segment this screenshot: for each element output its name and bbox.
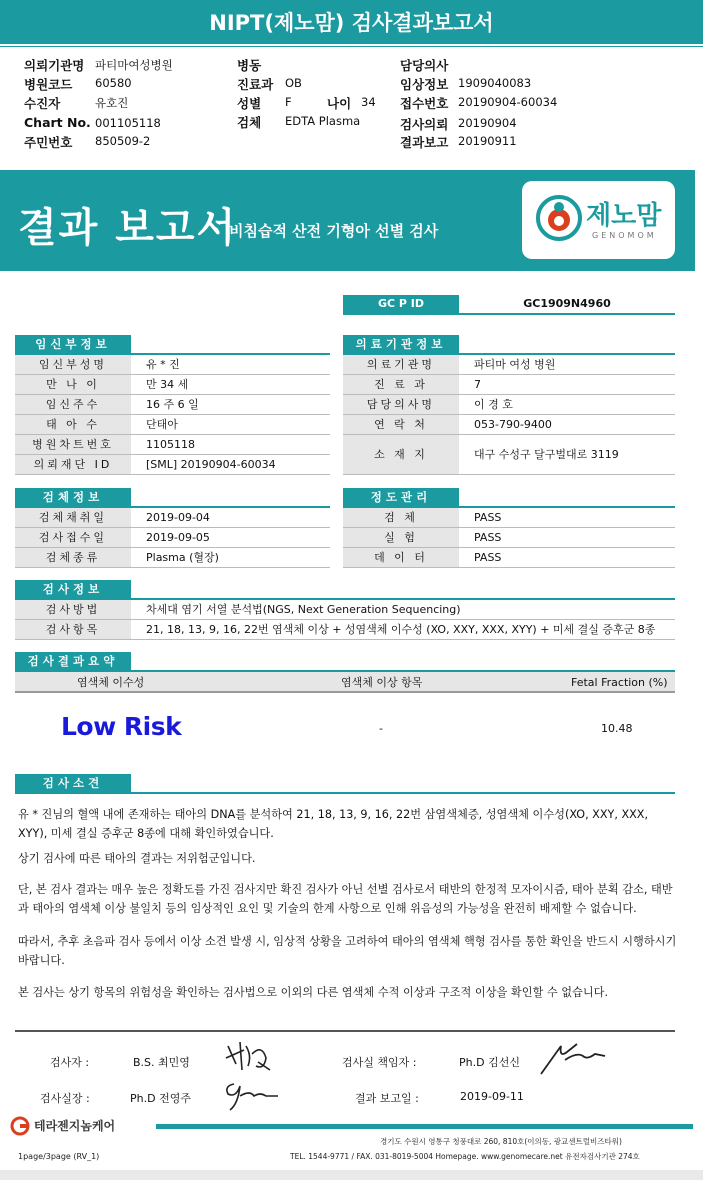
table-row	[343, 508, 675, 528]
row-value: 차세대 염기 서열 분석법(NGS, Next Generation Sequencing)	[146, 603, 461, 616]
row-label: 검사접수일	[15, 528, 131, 547]
footer-page: 1page/3page (RV_1)	[18, 1152, 100, 1161]
footer-contact: TEL. 1544-9771 / FAX. 031-8019-5004 Homepage. www.genomecare.net 유전자검사기관 274호	[290, 1152, 640, 1161]
table-row	[15, 375, 330, 395]
findings-para-1: 유 * 진님의 혈액 내에 존재하는 태아의 DNA를 분석하여 21, 18, 13, 9, 16, 22번 삼염색체증, 성염색체 이수성(XO, XXY, XXX, XYY), 미세 결실 증후군 8종에 대해 확인하였습니다.	[18, 808, 649, 840]
table-row	[15, 620, 675, 640]
header-value: EDTA Plasma	[285, 114, 361, 128]
header-value: 850509-2	[95, 134, 151, 148]
row-value: [SML] 20190904-60034	[146, 458, 276, 471]
footer-address: 경기도 수원시 영통구 청풍대로 260, 810호(이의동, 광교센트럴비즈타워)	[380, 1137, 622, 1146]
specimen-heading: 검체정보	[15, 488, 131, 506]
summary-col-abnormal: 염색체 이상 항목	[341, 676, 423, 689]
lab-head-name: Ph.D 전영주	[130, 1092, 191, 1105]
row-label: 임신부성명	[15, 355, 131, 374]
header-label: 병동	[237, 58, 262, 73]
qc-rows	[343, 508, 675, 568]
row-value: Plasma (혈장)	[146, 551, 219, 564]
table-row	[343, 415, 675, 435]
report-date-label: 결과 보고일 :	[355, 1092, 419, 1105]
logo-subtext: GENOMOM	[592, 231, 657, 240]
patient-section	[15, 335, 330, 475]
findings-para-2: 상기 검사에 따른 태아의 결과는 저위험군입니다.	[18, 852, 256, 865]
patient-heading: 임신부정보	[15, 335, 131, 353]
institution-heading: 의료기관정보	[343, 335, 459, 353]
header-value: 20190911	[458, 134, 517, 148]
footer-teal-line	[156, 1124, 693, 1129]
logo-text: 제노맘	[586, 201, 662, 231]
company-logo-icon	[10, 1116, 30, 1136]
findings-para-5: 본 검사는 상기 항목의 위험성을 확인하는 검사법으로 이외의 다른 염색체 수적 이상과 구조적 이상을 확인할 수 없습니다.	[18, 986, 609, 999]
risk-result: Low Risk	[61, 712, 182, 741]
summary-section	[15, 652, 675, 741]
report-date: 2019-09-11	[460, 1090, 524, 1103]
row-label: 만 나 이	[15, 375, 131, 394]
gcpid-row	[343, 295, 675, 315]
test-section	[15, 580, 675, 640]
header-label: 주민번호	[24, 135, 73, 150]
row-label: 태 아 수	[15, 415, 131, 434]
institution-rows	[343, 355, 675, 475]
table-row	[15, 395, 330, 415]
table-row	[15, 508, 330, 528]
header-label: 결과보고	[400, 135, 449, 150]
report-title: NIPT(제노맘) 검사결과보고서	[0, 0, 703, 46]
table-row	[15, 600, 675, 620]
test-heading: 검사정보	[15, 580, 131, 598]
bottom-gray-bar	[0, 1170, 703, 1180]
header-label: 의뢰기관명	[24, 58, 85, 73]
specimen-section	[15, 488, 330, 568]
summary-col-aneuploidy: 염색체 이수성	[77, 676, 145, 689]
patient-rows	[15, 355, 330, 475]
row-label: 병원차트번호	[15, 435, 131, 454]
signature-divider	[15, 1030, 675, 1032]
table-row	[343, 548, 675, 568]
summary-heading: 검사결과요약	[15, 652, 131, 670]
table-row	[343, 528, 675, 548]
header-label: 담당의사	[400, 58, 449, 73]
findings-heading-line	[15, 792, 675, 794]
company-name: 테라젠지놈케어	[34, 1119, 116, 1133]
row-label: 검사항목	[15, 620, 131, 639]
row-label: 의료기관명	[343, 355, 459, 374]
header-value: 유호진	[95, 96, 129, 110]
chief-name: Ph.D 김선신	[459, 1056, 520, 1069]
tester-signature	[222, 1036, 274, 1076]
header-label: 수진자	[24, 96, 61, 111]
header-info	[0, 54, 703, 154]
header-value: 파티마여성병원	[95, 58, 173, 72]
row-value: 파티마 여성 병원	[474, 358, 556, 371]
table-row	[15, 435, 330, 455]
summary-col-fetal-fraction: Fetal Fraction (%)	[571, 676, 668, 689]
table-row	[343, 435, 675, 475]
fetal-fraction-value: 10.48	[601, 722, 633, 735]
qc-section	[343, 488, 675, 568]
header-label: 검사의뢰	[400, 117, 449, 132]
header-label: 성별	[237, 96, 262, 111]
header-value: 1909040083	[458, 76, 532, 90]
row-value: 만 34 세	[146, 378, 189, 391]
row-label: 연 락 처	[343, 415, 459, 434]
gcpid-value: GC1909N4960	[523, 297, 611, 310]
table-row	[15, 548, 330, 568]
row-value: PASS	[474, 511, 502, 524]
table-row	[15, 528, 330, 548]
row-value: 1105118	[146, 438, 195, 451]
table-row	[343, 395, 675, 415]
header-value: OB	[285, 76, 302, 90]
chief-label: 검사실 책임자 :	[342, 1056, 417, 1069]
row-label: 데 이 터	[343, 548, 459, 567]
findings-para-3: 단, 본 검사 결과는 매우 높은 정확도를 가진 검사지만 확진 검사가 아닌 선별 검사로서 태반의 한정적 모자이시즘, 태아 분획 감소, 태반과 태아의 염색체 이상 불일치 등의 임상적인 요인 및 기술의 한계 사항으로 인해 위음성의 가능성을 완전히 배제할 수 없습니다.	[18, 883, 673, 915]
header-value: F	[285, 95, 292, 109]
row-value: 16 주 6 일	[146, 398, 199, 411]
row-label: 검체종류	[15, 548, 131, 567]
row-value: 2019-09-05	[146, 531, 210, 544]
row-label: 소 재 지	[343, 435, 459, 474]
header-label: 임상정보	[400, 77, 449, 92]
qc-heading: 정도관리	[343, 488, 459, 506]
header-label: 병원코드	[24, 77, 73, 92]
genomom-logo-mark-icon	[536, 195, 582, 241]
banner-title: 결과 보고서	[18, 205, 238, 251]
header-value: 20190904	[458, 116, 517, 130]
table-row	[343, 355, 675, 375]
row-value: 2019-09-04	[146, 511, 210, 524]
abnormal-result: -	[379, 722, 383, 735]
lab-head-label: 검사실장 :	[40, 1092, 90, 1105]
header-value: 20190904-60034	[458, 95, 558, 109]
lab-head-signature	[220, 1074, 282, 1114]
table-row	[15, 415, 330, 435]
specimen-rows	[15, 508, 330, 568]
row-value: 21, 18, 13, 9, 16, 22번 염색체 이상 + 성염색체 이수성 (XO, XXY, XXX, XYY) + 미세 결실 증후군 8종	[146, 623, 656, 636]
row-label: 검사방법	[15, 600, 131, 619]
banner-subtitle: 비침습적 산전 기형아 선별 검사	[229, 222, 439, 240]
table-row	[15, 455, 330, 475]
findings-heading: 검사소견	[15, 774, 131, 792]
summary-header-row	[15, 672, 675, 693]
tester-label: 검사자 :	[50, 1056, 90, 1069]
row-value: 단태아	[146, 418, 178, 431]
row-value: 053-790-9400	[474, 418, 552, 431]
row-label: 검체채취일	[15, 508, 131, 527]
row-label: 검 체	[343, 508, 459, 527]
row-value: 7	[474, 378, 481, 391]
table-row	[15, 355, 330, 375]
header-label: 진료과	[237, 77, 274, 92]
row-label: 진 료 과	[343, 375, 459, 394]
gcpid-label: GC P ID	[343, 295, 459, 313]
table-row	[343, 375, 675, 395]
institution-section	[343, 335, 675, 475]
header-value: 60580	[95, 76, 132, 90]
findings-para-4: 따라서, 추후 초음파 검사 등에서 이상 소견 발생 시, 임상적 상황을 고려하여 태아의 염색체 핵형 검사를 통한 확인을 반드시 시행하시기 바랍니다.	[18, 935, 677, 967]
row-label: 임신주수	[15, 395, 131, 414]
header-label: 접수번호	[400, 96, 449, 111]
chief-signature	[537, 1038, 609, 1078]
age-label: 나이	[327, 96, 352, 111]
row-label: 의뢰재단 ID	[15, 455, 131, 474]
row-label: 담당의사명	[343, 395, 459, 414]
age-value: 34	[361, 95, 376, 109]
findings-section	[15, 774, 675, 794]
row-value: PASS	[474, 531, 502, 544]
row-value: 유 * 진	[146, 358, 180, 371]
genomom-logo	[522, 181, 675, 259]
row-value: PASS	[474, 551, 502, 564]
row-label: 실 험	[343, 528, 459, 547]
company-logo	[10, 1114, 160, 1136]
test-rows	[15, 600, 675, 640]
row-value: 대구 수성구 달구벌대로 3119	[474, 448, 619, 461]
header-label: 검체	[237, 115, 262, 130]
row-value: 이 경 호	[474, 398, 513, 411]
header-label: Chart No.	[24, 115, 91, 130]
tester-name: B.S. 최민영	[133, 1056, 190, 1069]
header-value: 001105118	[95, 116, 161, 130]
